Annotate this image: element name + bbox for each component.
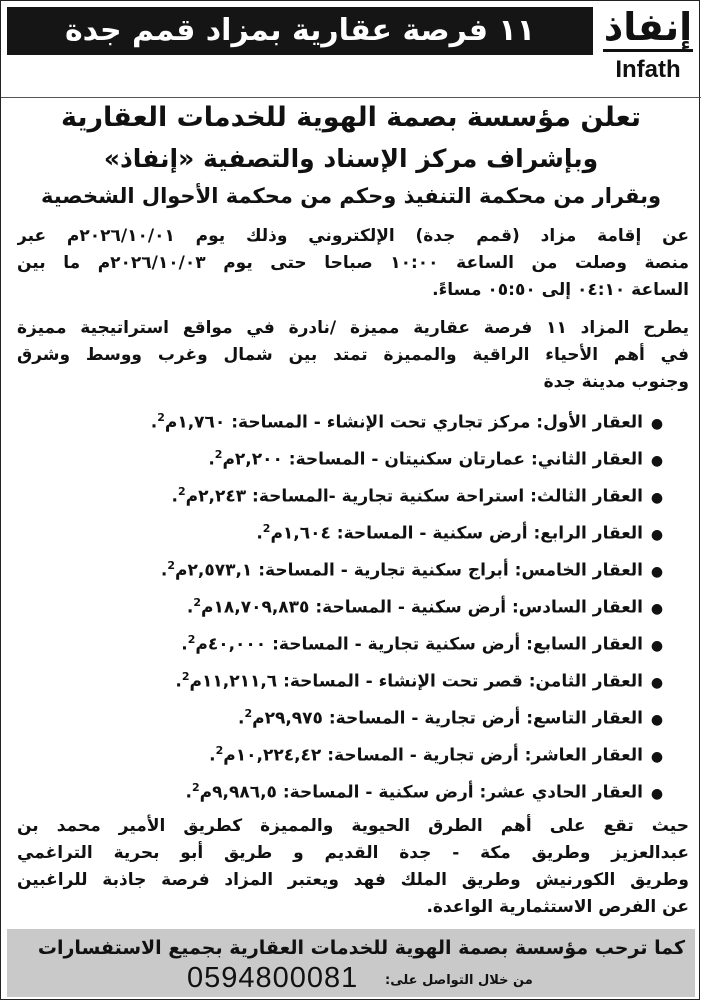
superscript: 2: [167, 559, 176, 572]
heading-line-1: تعلن مؤسسة بصمة الهوية للخدمات العقارية: [60, 102, 642, 133]
description-line: في أهم الأحياء الراقية والمميزة تمتد بين شمال وغرب ووسط وشرق: [17, 345, 689, 365]
property-item: [31, 769, 671, 806]
header: [1, 1, 701, 98]
closing-line: عن الفرص الاستثمارية الواعدة.: [426, 897, 689, 917]
superscript: 2: [157, 411, 165, 424]
property-end: .: [256, 523, 263, 544]
property-text: العقار السابع: أرض سكنية تجارية - المساحة: ٤٠,٠٠٠م: [195, 634, 643, 655]
bullet-icon: ●: [650, 563, 664, 580]
intro-line: عن إقامة مزاد (قمم جدة) الإلكتروني وذلك يوم ٢٠٢٦/١٠/٠١م عبر: [17, 226, 689, 246]
footer: [7, 929, 695, 997]
bullet-icon: ●: [650, 526, 664, 543]
bullet-icon: ●: [650, 489, 664, 506]
superscript: 2: [214, 448, 223, 461]
superscript: 2: [244, 707, 253, 720]
bullet-icon: ●: [650, 637, 664, 654]
property-end: .: [181, 634, 188, 655]
closing-line: وطريق الكورنيش وطريق الملك فهد ويعتبر المزاد فرصة جاذبة للراغبين: [17, 870, 689, 890]
closing-line: عبدالعزيز وطريق مكة - جدة القديم و طريق أبو بحرية التراغمي: [17, 843, 689, 863]
auction-intro: [17, 223, 689, 304]
heading-line-3: وبقرار من محكمة التنفيذ وحكم من محكمة الأحوال الشخصية: [40, 184, 662, 208]
property-end: .: [208, 449, 215, 470]
property-text: العقار الثالث: استراحة سكنية تجارية -المساحة: ٢,٢٤٣م: [185, 486, 643, 507]
logo-arabic-text: إنفاذ: [603, 5, 693, 52]
property-end: .: [171, 486, 179, 507]
property-text: العقار الرابع: أرض سكنية - المساحة: ١,٦٠٤م: [270, 523, 643, 544]
phone-number: 0594800081: [187, 962, 359, 994]
contact-label: من خلال التواصل على:: [385, 973, 533, 988]
intro-line: منصة وصلت من الساعة ١٠:٠٠ صباحا حتى يوم ٢٠٢٦/١٠/٠٣م ما بين: [17, 253, 689, 273]
closing-line: حيث تقع على أهم الطرق الحيوية والمميزة كطريق الأمير محمد بن: [17, 816, 689, 836]
superscript: 2: [181, 670, 190, 683]
property-item: [31, 547, 671, 584]
intro-line: الساعة ٠٤:١٠ إلى ٠٥:٥٠ مساءً.: [432, 280, 689, 300]
property-item: [31, 473, 671, 510]
heading-line-2: وبإشراف مركز الإسناد والتصفية «إنفاذ»: [103, 144, 599, 173]
property-text: العقار السادس: أرض سكنية - المساحة: ١٨,٧٠٩,٨٣٥م: [201, 597, 643, 618]
property-text: العقار الحادي عشر: أرض سكنية - المساحة: ٩,٩٨٦,٥م: [199, 782, 643, 803]
property-text: العقار الثامن: قصر تحت الإنشاء - المساحة: ١١,٢١١,٦م: [189, 671, 643, 692]
infath-logo: [599, 5, 697, 93]
footer-text: كما ترحب مؤسسة بصمة الهوية للخدمات العقارية بجميع الاستفسارات: [37, 937, 685, 959]
auction-description: [17, 315, 689, 396]
property-end: .: [150, 412, 158, 433]
property-item: [31, 732, 671, 769]
property-item: [31, 658, 671, 695]
property-text: العقار الخامس: أبراج سكنية تجارية - المساحة: ٢,٥٧٣,١م: [175, 560, 643, 581]
property-item: [31, 695, 671, 732]
superscript: 2: [215, 744, 224, 757]
bullet-icon: ●: [650, 711, 664, 728]
property-end: .: [186, 597, 194, 618]
superscript: 2: [193, 596, 202, 609]
property-item: [31, 584, 671, 621]
property-text: العقار الأول: مركز تجاري تحت الإنشاء - المساحة: ١,٧٦٠م: [164, 412, 643, 433]
bullet-icon: ●: [650, 748, 664, 765]
logo-english-text: Infath: [615, 56, 681, 83]
bullet-icon: ●: [650, 452, 664, 469]
property-item: [31, 399, 671, 436]
property-text: العقار العاشر: أرض تجارية - المساحة: ١٠,٢٢٤,٤٢م: [223, 745, 643, 766]
property-text: العقار التاسع: أرض تجارية - المساحة: ٢٩,٩٧٥م: [252, 708, 643, 729]
property-end: .: [237, 708, 245, 729]
bullet-icon: ●: [650, 785, 664, 802]
superscript: 2: [192, 781, 200, 794]
property-end: .: [185, 782, 193, 803]
property-item: [31, 621, 671, 658]
closing-paragraph: [17, 813, 689, 921]
description-line: وجنوب مدينة جدة: [543, 372, 689, 392]
property-text: العقار الثاني: عمارتان سكنيتان - المساحة: ٢,٢٠٠م: [222, 449, 643, 470]
property-item: [31, 436, 671, 473]
bullet-icon: ●: [650, 674, 664, 691]
bullet-icon: ●: [650, 415, 664, 432]
property-list: [31, 399, 671, 806]
bullet-icon: ●: [650, 600, 664, 617]
property-item: [31, 510, 671, 547]
superscript: 2: [262, 522, 271, 535]
property-end: .: [160, 560, 168, 581]
superscript: 2: [187, 633, 196, 646]
superscript: 2: [178, 485, 186, 498]
property-end: .: [175, 671, 182, 692]
property-end: .: [209, 745, 216, 766]
description-line: يطرح المزاد ١١ فرصة عقارية مميزة /نادرة في مواقع استراتيجية مميزة: [17, 318, 689, 338]
ad-title: ١١ فرصة عقارية بمزاد قمم جدة: [7, 7, 593, 55]
